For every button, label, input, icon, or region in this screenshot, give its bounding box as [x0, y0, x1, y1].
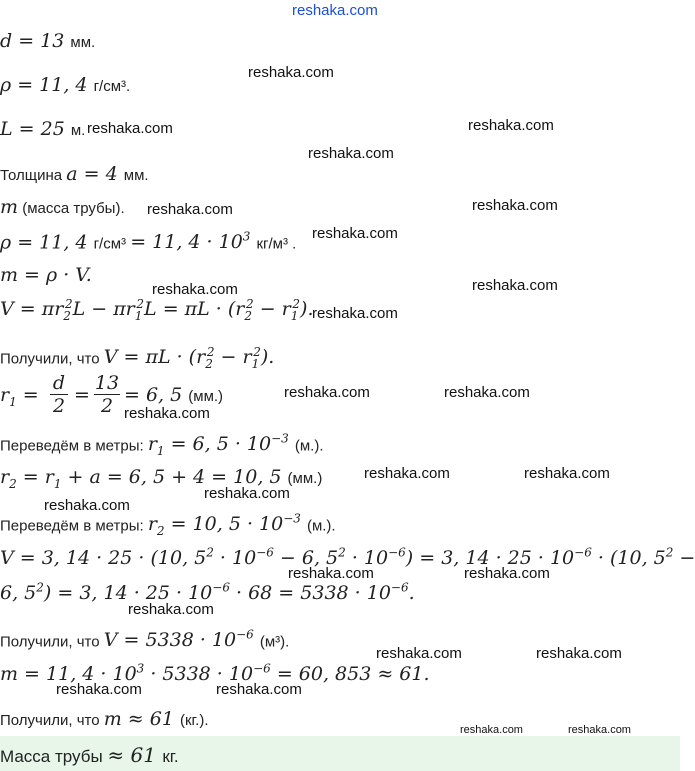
- watermark: reshaka.com: [248, 64, 334, 81]
- watermark: reshaka.com: [468, 117, 554, 134]
- watermark: reshaka.com: [568, 724, 631, 736]
- radius-two-mm: $r_2 = r_1 + a = 6$, 5 + 4 = 10, 5 (мм.): [0, 466, 323, 491]
- watermark: reshaka.com: [124, 405, 210, 422]
- watermark: reshaka.com: [312, 225, 398, 242]
- given-thickness: Толщина a = 4 мм.: [0, 163, 149, 185]
- volume-formula: $V = \pi r_2^2L - \pi r_1^2L = \pi L \cdot (r_2^2 - r_1^2)$.: [0, 297, 314, 324]
- watermark: reshaka.com: [152, 281, 238, 298]
- volume-value: Получили, что $V = 5338 \cdot 10^{-6}$ (м³).: [0, 628, 290, 652]
- mass-formula: m = ρ · V.: [0, 264, 92, 286]
- watermark: reshaka.com: [56, 681, 142, 698]
- watermark: reshaka.com: [460, 724, 523, 736]
- given-diameter: d = 13 мм.: [0, 30, 96, 52]
- watermark: reshaka.com: [204, 485, 290, 502]
- watermark: reshaka.com: [216, 681, 302, 698]
- watermark: reshaka.com: [284, 384, 370, 401]
- watermark: reshaka.com: [472, 277, 558, 294]
- watermark: reshaka.com: [128, 601, 214, 618]
- watermark: reshaka.com: [472, 197, 558, 214]
- volume-result: Получили, что $V = \pi L \cdot (r_2^2 - r_1^2)$.: [0, 345, 275, 372]
- watermark: reshaka.com: [444, 384, 530, 401]
- answer-text: Масса трубы ≈ 61 кг.: [0, 743, 179, 767]
- given-length: L = 25 м.: [0, 118, 86, 140]
- watermark: reshaka.com: [376, 645, 462, 662]
- radius-one-m: Переведём в метры: $r_1 = 6$, $5 \cdot 10^{-3}$ (м.).: [0, 432, 324, 459]
- watermark: reshaka.com: [147, 201, 233, 218]
- site-watermark-link[interactable]: reshaka.com: [292, 2, 378, 19]
- volume-calc-line1: V = 3, 14 · 25 · (10, $5^2 \cdot 10^{-6} - 6$, $5^2 \cdot 10^{-6}) = 3$, $14 \cdot 25 \cdot 10^{-6} \cdot (10$, $5^2$ −: [0, 546, 695, 570]
- watermark: reshaka.com: [288, 565, 374, 582]
- watermark: reshaka.com: [536, 645, 622, 662]
- radius-two-m: Переведём в метры: $r_2 = 10$, $5 \cdot 10^{-3}$ (м.).: [0, 512, 336, 539]
- watermark: reshaka.com: [308, 145, 394, 162]
- mass-calc: m = 11, $4 \cdot 10^3 \cdot 5338 \cdot 10^{-6} = 60$, 853 ≈ 61.: [0, 662, 430, 686]
- watermark: reshaka.com: [87, 120, 173, 137]
- mass-result: Получили, что m ≈ 61 (кг.).: [0, 708, 209, 730]
- watermark: reshaka.com: [44, 497, 130, 514]
- given-density: ρ = 11, 4 г/см³.: [0, 74, 131, 96]
- answer-box: [0, 736, 680, 771]
- watermark: reshaka.com: [464, 565, 550, 582]
- watermark: reshaka.com: [312, 305, 398, 322]
- density-conversion: ρ = 11, 4 г/см³ = 11, $4 \cdot 10^3$ кг/м³ .: [0, 230, 297, 254]
- volume-calc-line2: 6, $5^2) = 3$, $14 \cdot 25 \cdot 10^{-6} \cdot 68 = 5338 \cdot 10^{-6}$.: [0, 581, 415, 605]
- watermark: reshaka.com: [524, 465, 610, 482]
- watermark: reshaka.com: [364, 465, 450, 482]
- unknown-mass: m (масса трубы).: [0, 196, 125, 218]
